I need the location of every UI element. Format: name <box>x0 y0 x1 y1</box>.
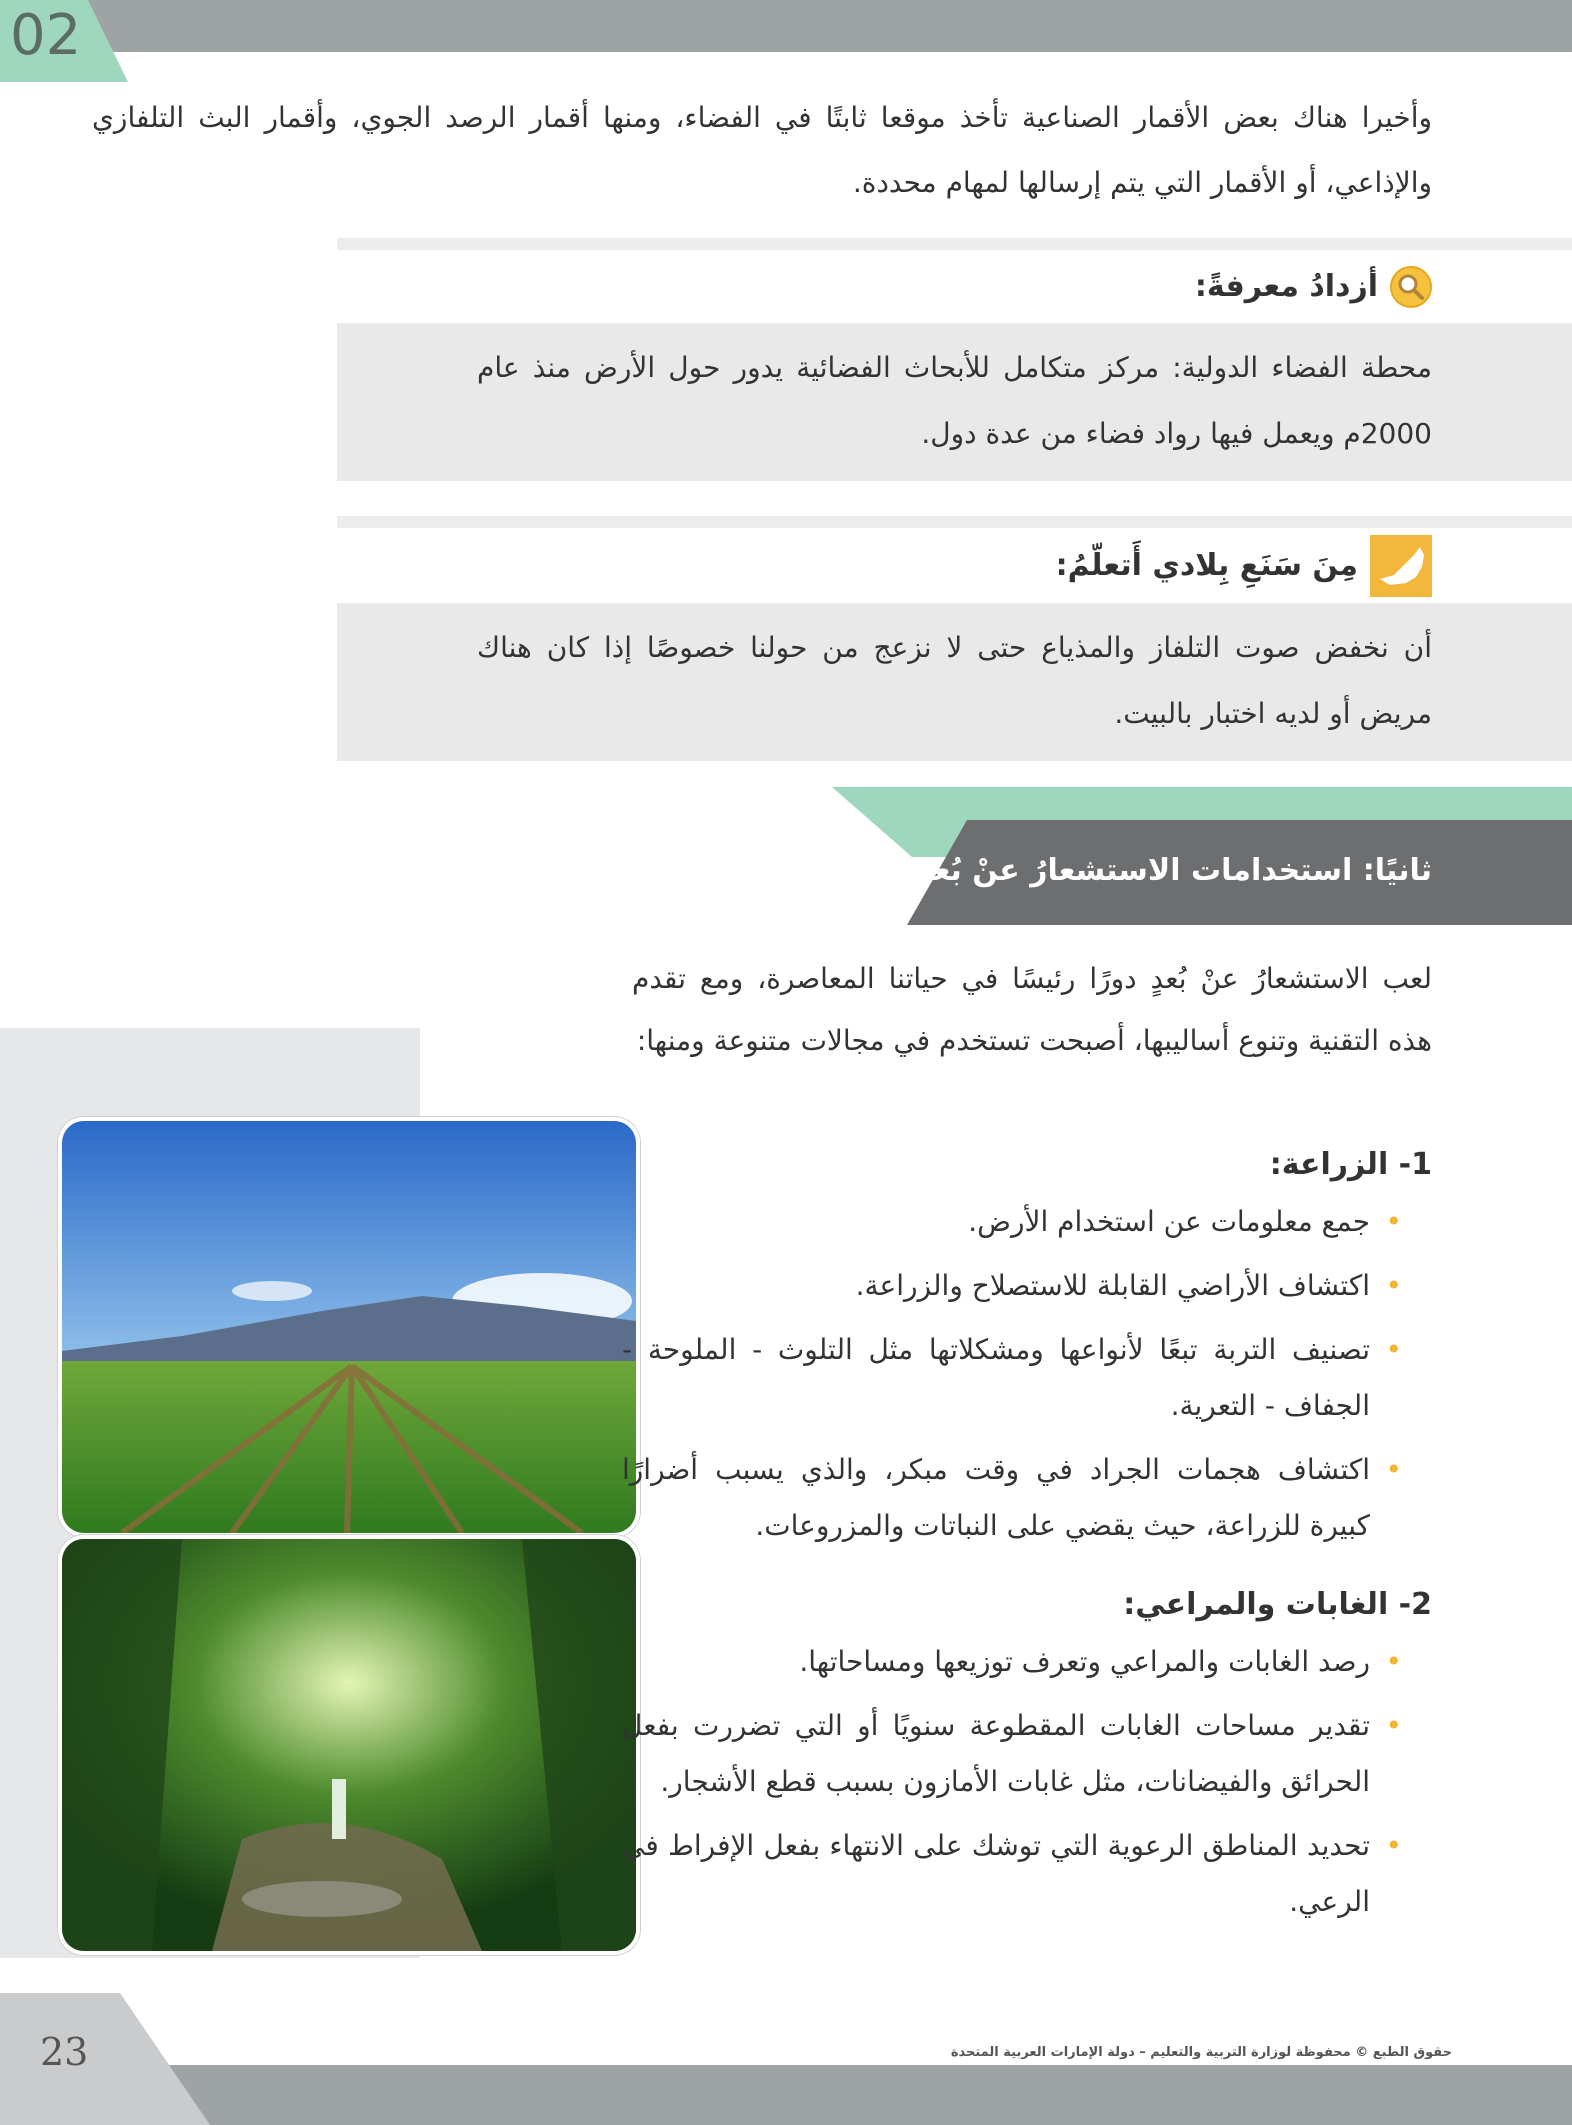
list-item: • اكتشاف الأراضي القابلة للاستصلاح والزراعة. <box>622 1258 1402 1314</box>
agriculture-heading: 1- الزراعة: <box>1269 1147 1432 1182</box>
list-item: • رصد الغابات والمراعي وتعرف توزيعها ومساحاتها. <box>622 1634 1402 1690</box>
section-title: ثانيًا: استخدامات الاستشعارُ عنْ بُعدٍ <box>916 853 1432 888</box>
values-box-title: مِنَ سَنَعِ بِلادي أَتعلّمُ: <box>1055 548 1358 583</box>
copyright-text: حقوق الطبع © محفوظة لوزارة التربية والتعليم – دولة الإمارات العربية المتحدة <box>950 2045 1452 2060</box>
knowledge-box-title: أزدادُ معرفةً: <box>1194 269 1378 304</box>
uae-map-icon <box>1370 535 1432 597</box>
bullet-dot-icon: • <box>1385 1205 1402 1238</box>
list-item: • اكتشاف هجمات الجراد في وقت مبكر، والذي يسبب أضرارًا كبيرة للزراعة، حيث يقضي على النباتات والمزروعات. <box>622 1442 1402 1554</box>
chapter-number: 02 <box>10 3 82 68</box>
knowledge-box-body <box>337 323 1572 481</box>
bullet-dot-icon: • <box>1385 1645 1402 1678</box>
list-item: • تقدير مساحات الغابات المقطوعة سنويًا أو التي تضررت بفعل الحرائق والفيضانات، مثل غابات الأمازون بسبب قطع الأشجار. <box>622 1698 1402 1810</box>
values-box-header <box>332 534 1432 598</box>
footer-bar <box>0 2065 1572 2125</box>
forests-heading: 2- الغابات والمراعي: <box>1123 1587 1432 1622</box>
bullet-dot-icon: • <box>1385 1269 1402 1302</box>
knowledge-box-text: محطة الفضاء الدولية: مركز متكامل للأبحاث الفضائية يدور حول الأرض منذ عام 2000م ويعمل فيها رواد فضاء من عدة دول. <box>477 351 1432 450</box>
list-item: • جمع معلومات عن استخدام الأرض. <box>622 1194 1402 1250</box>
magnifier-icon <box>1390 266 1432 308</box>
bullet-dot-icon: • <box>1385 1333 1402 1366</box>
list-item: • تحديد المناطق الرعوية التي توشك على الانتهاء بفعل الإفراط في الرعي. <box>622 1818 1402 1930</box>
section-intro: لعب الاستشعارُ عنْ بُعدٍ دورًا رئيسًا في حياتنا المعاصرة، ومع تقدم هذه التقنية وتنوع أساليبها، أصبحت تستخدم في مجالات متنوعة ومنها: <box>632 962 1432 1057</box>
page-number: 23 <box>40 2030 89 2074</box>
rainforest-photo <box>58 1535 640 1955</box>
bullet-dot-icon: • <box>1385 1453 1402 1486</box>
forests-list <box>622 1634 1402 1938</box>
bullet-dot-icon: • <box>1385 1709 1402 1742</box>
list-item: • تصنيف التربة تبعًا لأنواعها ومشكلاتها مثل التلوث - الملوحة - الجفاف - التعرية. <box>622 1322 1402 1434</box>
values-box-text: أن نخفض صوت التلفاز والمذياع حتى لا نزعج من حولنا خصوصًا إذا كان هناك مريض أو لديه اختبار بالبيت. <box>477 631 1432 730</box>
knowledge-box-header <box>332 255 1432 319</box>
values-box-line <box>337 516 1572 528</box>
values-box-body <box>337 603 1572 761</box>
bullet-dot-icon: • <box>1385 1829 1402 1862</box>
agriculture-list <box>622 1194 1402 1562</box>
intro-paragraph: وأخيرا هناك بعض الأقمار الصناعية تأخذ موقعا ثابتًا في الفضاء، ومنها أقمار الرصد الجوي، وأقمار البث التلفازي والإذاعي، أو الأقمار التي يتم إرسالها لمهام محددة. <box>92 101 1432 199</box>
top-bar <box>0 0 1572 52</box>
farm-field-photo <box>58 1117 640 1537</box>
knowledge-box-line <box>337 238 1572 250</box>
